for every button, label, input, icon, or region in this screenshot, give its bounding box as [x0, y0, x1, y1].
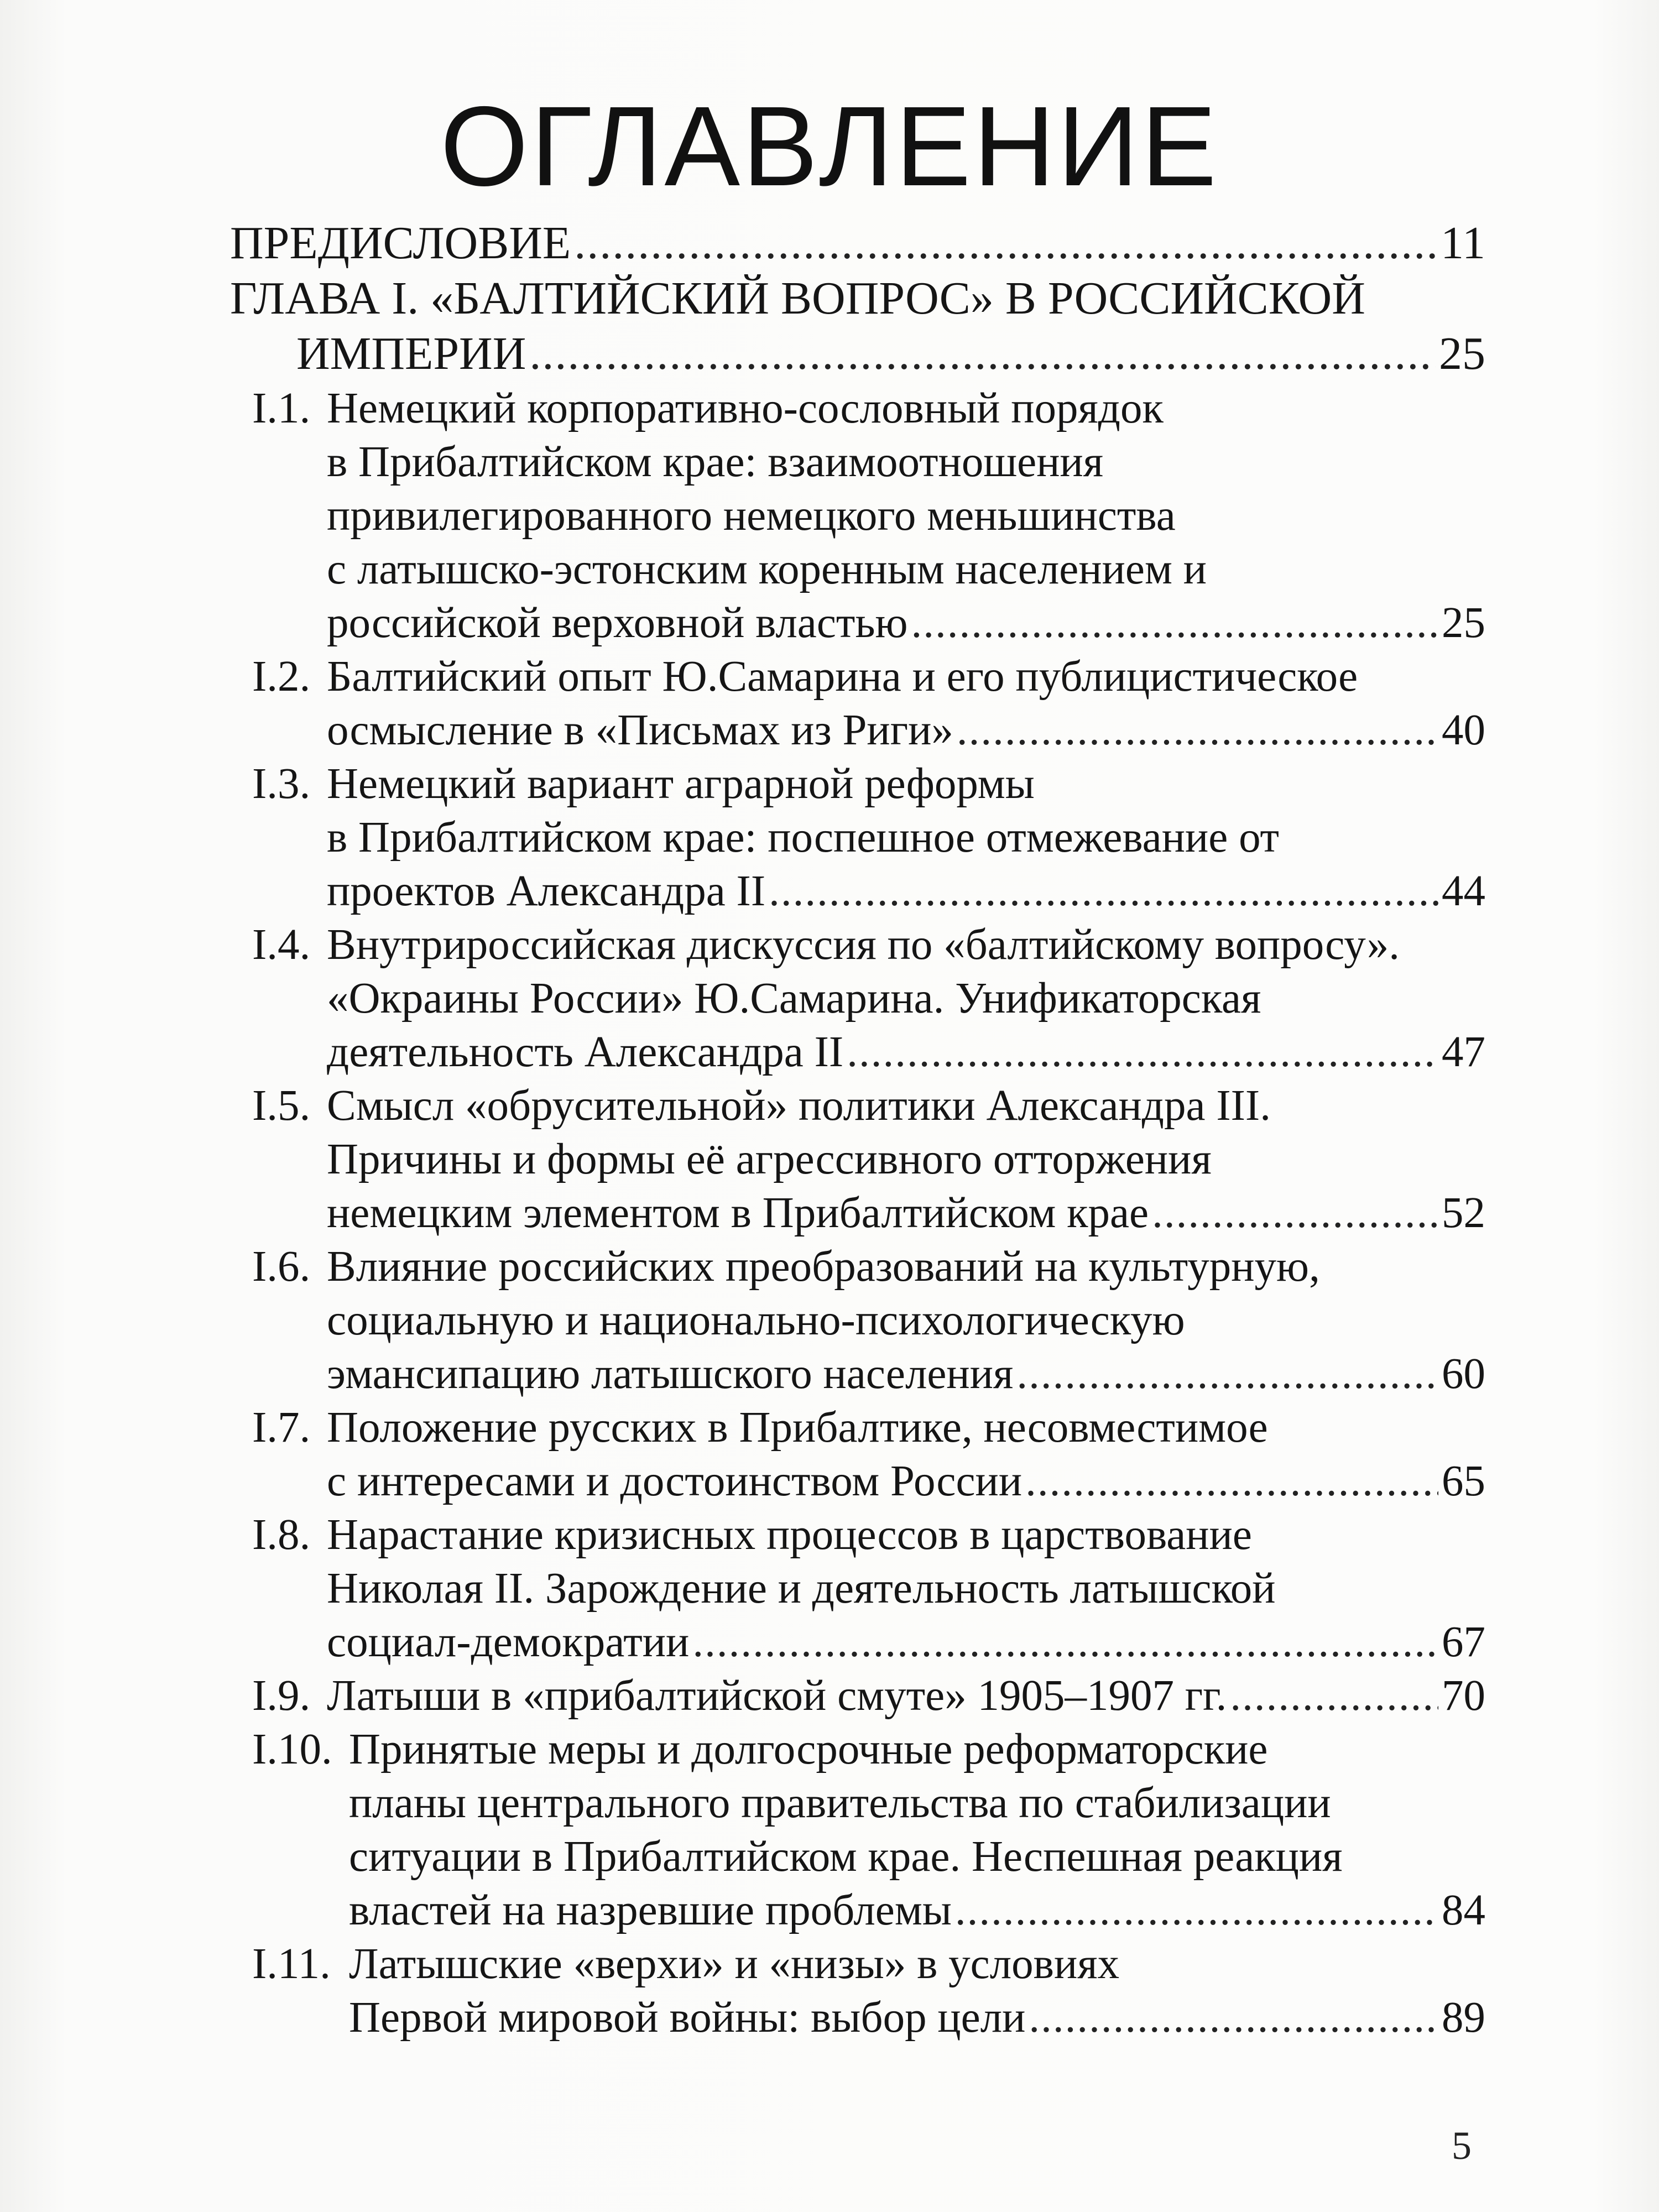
toc-entry-section-1-3[interactable] [230, 757, 1485, 918]
dot-leader [692, 1615, 1438, 1669]
dot-leader [957, 703, 1438, 757]
dot-leader [529, 326, 1436, 382]
toc-entry-section-1-9[interactable] [230, 1669, 1485, 1723]
dot-leader [1230, 1669, 1438, 1723]
dot-leader [1152, 1186, 1438, 1240]
section-title-line: Причины и формы её агрессивного отторжения [327, 1135, 1212, 1183]
toc-entry-section-1-8[interactable] [230, 1508, 1485, 1669]
section-number: I.1. [252, 384, 311, 432]
section-number: I.9. [252, 1672, 311, 1720]
toc-page-number: 60 [1442, 1350, 1485, 1398]
toc-entry-title: ПРЕДИСЛОВИЕ [230, 217, 571, 269]
section-title-line: Балтийский опыт Ю.Самарина и его публицистическое [327, 653, 1358, 701]
section-title-line: Внутрироссийская дискуссия по «балтийскому вопросу». [327, 921, 1400, 969]
toc-page-number: 25 [1442, 599, 1485, 647]
toc-entry-section-1-5[interactable] [230, 1079, 1485, 1240]
toc-page-number: 47 [1442, 1028, 1485, 1076]
dot-leader [574, 216, 1437, 271]
dot-leader [847, 1025, 1438, 1079]
section-title-line: деятельность Александра II [327, 1028, 844, 1076]
section-title-line: эмансипацию латышского населения [327, 1350, 1014, 1398]
toc-entry-section-1-1[interactable] [230, 382, 1485, 650]
dot-leader [1025, 1454, 1438, 1508]
section-title-line: Николая II. Зарождение и деятельность латышской [327, 1564, 1276, 1613]
section-number: I.6. [252, 1243, 311, 1291]
dot-leader [769, 864, 1438, 918]
toc-page-number: 89 [1442, 1994, 1485, 2042]
section-title-line: Латыши в «прибалтийской смуте» 1905–1907 гг. [327, 1672, 1227, 1720]
section-title-line: осмысление в «Письмах из Риги» [327, 706, 953, 754]
toc-entry-section-1-4[interactable] [230, 918, 1485, 1079]
toc-entry-title-cont: ИМПЕРИИ [296, 328, 526, 379]
page-title: ОГЛАВЛЕНИЕ [440, 83, 1219, 210]
section-title-line: в Прибалтийском крае: поспешное отмежевание от [327, 813, 1280, 862]
page-folio-number: 5 [1452, 2124, 1472, 2168]
section-title-line: привилегированного немецкого меньшинства [327, 492, 1176, 540]
section-title-line: Принятые меры и долгосрочные реформаторские [349, 1725, 1268, 1773]
dot-leader [955, 1884, 1438, 1937]
section-title-line: Немецкий корпоративно-сословный порядок [327, 384, 1164, 432]
toc-entry-section-1-11[interactable] [230, 1937, 1485, 2044]
toc-page-number: 70 [1442, 1672, 1485, 1720]
dot-leader [1029, 1991, 1438, 2044]
toc-page-number: 25 [1439, 328, 1485, 379]
dot-leader [911, 596, 1439, 650]
section-title-line: властей на назревшие проблемы [349, 1886, 952, 1934]
toc-page-number: 44 [1442, 867, 1485, 915]
section-number: I.10. [252, 1725, 332, 1773]
section-title-line: Влияние российских преобразований на культурную, [327, 1243, 1320, 1291]
section-title-line: Положение русских в Прибалтике, несовместимое [327, 1404, 1268, 1452]
section-number: I.7. [252, 1404, 311, 1452]
toc-entry-preface[interactable] [230, 216, 1485, 271]
section-title-line: проектов Александра II [327, 867, 766, 915]
toc-page-number: 84 [1442, 1886, 1485, 1934]
section-number: I.5. [252, 1082, 311, 1130]
section-title-line: с латышско-эстонским коренным населением и [327, 545, 1207, 593]
section-title-line: Латышские «верхи» и «низы» в условиях [349, 1940, 1120, 1988]
section-title-line: Смысл «обрусительной» политики Александра III. [327, 1082, 1271, 1130]
section-number: I.11. [252, 1940, 331, 1988]
toc-entry-section-1-6[interactable] [230, 1240, 1485, 1401]
section-number: I.3. [252, 760, 311, 808]
section-title-line: социал-демократии [327, 1618, 690, 1666]
section-title-line: немецким элементом в Прибалтийском крае [327, 1189, 1149, 1237]
toc-entry-title: ГЛАВА I. «БАЛТИЙСКИЙ ВОПРОС» В РОССИЙСКОЙ [230, 273, 1365, 324]
section-title-line: Первой мировой войны: выбор цели [349, 1994, 1026, 2042]
section-title-line: «Окраины России» Ю.Самарина. Унификаторская [327, 974, 1261, 1022]
toc-page-number: 11 [1441, 217, 1485, 269]
toc-page-number: 40 [1442, 706, 1485, 754]
section-title-line: с интересами и достоинством России [327, 1457, 1022, 1505]
section-title-line: российской верховной властью [327, 599, 908, 647]
toc-page-number: 52 [1442, 1189, 1485, 1237]
toc-page-number: 67 [1442, 1618, 1485, 1666]
toc-entry-chapter-1[interactable] [230, 271, 1485, 382]
table-of-contents [230, 216, 1485, 2044]
section-title-line: Нарастание кризисных процессов в царствование [327, 1511, 1252, 1559]
section-title-line: Немецкий вариант аграрной реформы [327, 760, 1035, 808]
toc-entry-section-1-7[interactable] [230, 1401, 1485, 1508]
toc-page-number: 65 [1442, 1457, 1485, 1505]
section-number: I.8. [252, 1511, 311, 1559]
section-number: I.2. [252, 653, 311, 701]
toc-entry-section-1-10[interactable] [230, 1723, 1485, 1937]
dot-leader [1016, 1347, 1438, 1401]
section-title-line: планы центрального правительства по стабилизации [349, 1779, 1331, 1827]
section-title-line: социальную и национально-психологическую [327, 1296, 1185, 1344]
section-title-line: в Прибалтийском крае: взаимоотношения [327, 438, 1104, 486]
section-title-line: ситуации в Прибалтийском крае. Неспешная реакция [349, 1833, 1343, 1881]
section-number: I.4. [252, 921, 311, 969]
toc-entry-section-1-2[interactable] [230, 650, 1485, 757]
